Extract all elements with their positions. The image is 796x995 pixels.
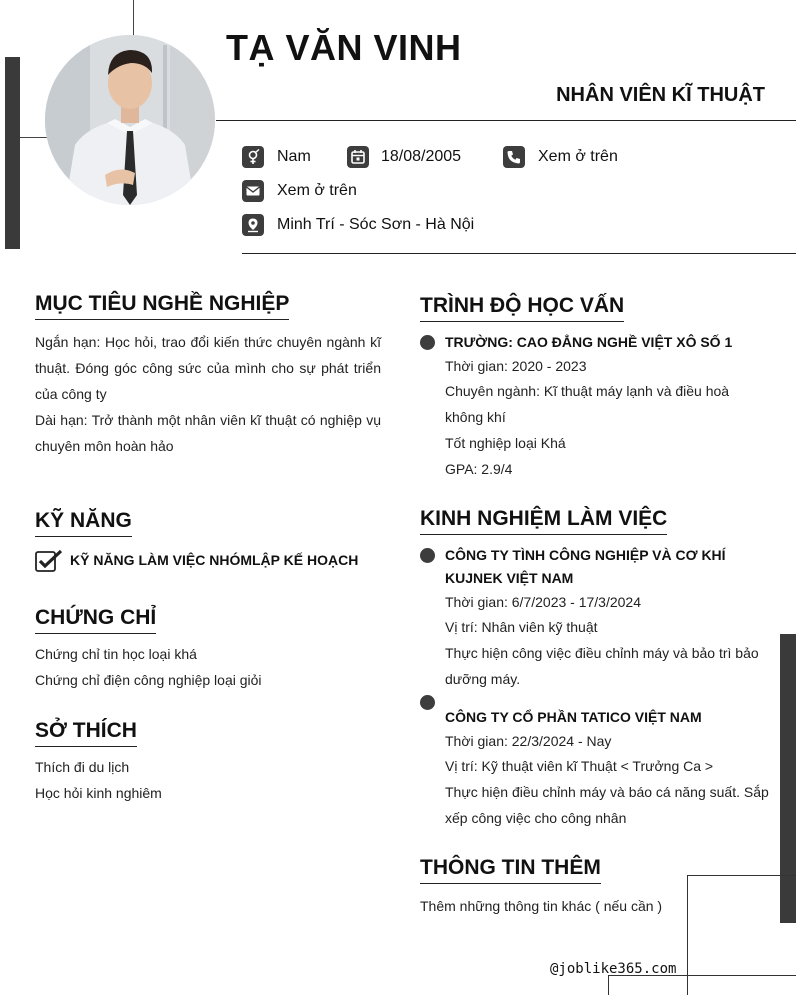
education-section (420, 293, 770, 322)
skills-title: KỸ NĂNG (35, 508, 132, 537)
map-pin-icon (242, 214, 264, 236)
extra-info-title: THÔNG TIN THÊM (420, 855, 601, 884)
certificates-title: CHỨNG CHỈ (35, 605, 156, 634)
gender-value: Nam (277, 148, 311, 165)
education-bullet (420, 335, 435, 350)
hobbies-section (35, 718, 381, 806)
checkbox-checked-icon (35, 549, 61, 571)
job-entry (445, 544, 769, 692)
envelope-icon (242, 180, 264, 202)
career-goal-long-term: Dài hạn: Trở thành một nhân viên kĩ thuật có nghiệp vụ chuyên môn hoàn hảo (35, 412, 381, 454)
job-company: CÔNG TY TÌNH CÔNG NGHIỆP VÀ CƠ KHÍ KUJNEK VIỆT NAM (445, 547, 726, 586)
calendar-icon (347, 146, 369, 168)
address-value: Minh Trí - Sóc Sơn - Hà Nội (277, 216, 475, 233)
job-description: Thực hiện điều chỉnh máy và báo cá năng suất. Sắp xếp công việc cho công nhân (445, 784, 769, 826)
hobby-item: Học hỏi kinh nghiêm (35, 785, 162, 801)
left-accent-bar (5, 57, 20, 249)
header-divider (216, 120, 796, 121)
contact-divider (242, 253, 796, 254)
education-major: Chuyên ngành: Kĩ thuật máy lạnh và điều hoà không khí (445, 383, 730, 425)
job-company: CÔNG TY CỔ PHẦN TATICO VIỆT NAM (445, 709, 702, 725)
certificate-item: Chứng chỉ tin học loại khá (35, 646, 197, 662)
job-time: Thời gian: 6/7/2023 - 17/3/2024 (445, 594, 641, 610)
extra-info-section (420, 855, 680, 919)
education-grade: Tốt nghiệp loại Khá (445, 435, 566, 451)
phone-icon (503, 146, 525, 168)
left-decor-line (20, 137, 48, 138)
hobby-item: Thích đi du lịch (35, 759, 130, 775)
education-title: TRÌNH ĐỘ HỌC VẤN (420, 293, 624, 322)
experience-section (420, 506, 780, 535)
skill-label: KỸ NĂNG LÀM VIỆC NHÓMLẬP KẾ HOẠCH (70, 552, 359, 568)
email-value: Xem ở trên (277, 182, 357, 199)
job-bullet (420, 695, 435, 710)
extra-info-text: Thêm những thông tin khác ( nếu cần ) (420, 898, 663, 914)
certificate-item: Chứng chỉ điện công nghiệp loại giỏi (35, 672, 262, 688)
avatar (45, 35, 215, 205)
gender-icon (242, 146, 264, 168)
job-bullet (420, 548, 435, 563)
footer-watermark: @joblike365.com (550, 961, 677, 977)
skills-section (35, 508, 395, 571)
skill-item (35, 549, 395, 571)
bottom-decor-box (687, 875, 796, 995)
bottom-decor-vline (608, 975, 609, 995)
phone-value: Xem ở trên (538, 148, 618, 165)
birthdate-value: 18/08/2005 (381, 148, 462, 165)
candidate-name: TẠ VĂN VINH (226, 27, 462, 68)
job-entry (445, 706, 769, 831)
job-position: Vị trí: Nhân viên kỹ thuật (445, 619, 598, 635)
career-goal-title: MỤC TIÊU NGHỀ NGHIỆP (35, 291, 289, 320)
education-time: Thời gian: 2020 - 2023 (445, 358, 587, 374)
experience-title: KINH NGHIỆM LÀM VIỆC (420, 506, 667, 535)
hobbies-title: SỞ THÍCH (35, 718, 137, 747)
job-description: Thực hiện công việc điều chỉnh máy và bảo trì bảo dưỡng máy. (445, 645, 759, 687)
job-position: Vị trí: Kỹ thuật viên kĩ Thuật < Trưởng Ca > (445, 758, 714, 774)
certificates-section (35, 605, 381, 693)
top-decor-line (133, 0, 134, 38)
career-goal-section (35, 291, 381, 459)
career-goal-short-term: Ngắn hạn: Học hỏi, trao đổi kiến thức chuyên ngành kĩ thuật. Đóng góc công sức của mình cho sự phát triển của công ty (35, 334, 381, 402)
job-time: Thời gian: 22/3/2024 - Nay (445, 733, 612, 749)
education-gpa: GPA: 2.9/4 (445, 461, 513, 477)
school-name: TRƯỜNG: CAO ĐẲNG NGHỀ VIỆT XÔ SỐ 1 (445, 334, 733, 350)
job-title: NHÂN VIÊN KĨ THUẬT (556, 84, 765, 106)
education-entry (445, 331, 767, 482)
